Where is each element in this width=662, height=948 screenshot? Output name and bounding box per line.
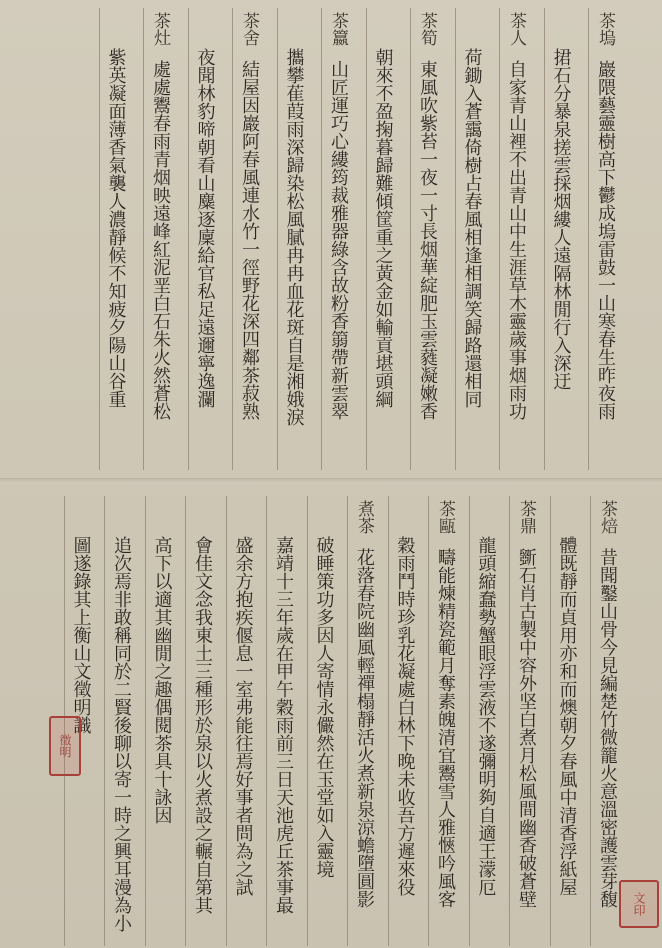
column-rule <box>143 8 144 470</box>
column-rule <box>347 496 348 946</box>
column-rule <box>588 8 589 470</box>
column-rule <box>145 496 146 946</box>
column-rule <box>104 496 105 946</box>
poem-title: 茶舍 <box>239 12 259 46</box>
calligraphy-column: 破睡策功多因人寄情永儼然在玉堂如入靈境 <box>313 536 335 878</box>
poem-title: 茶焙 <box>597 500 617 534</box>
column-rule <box>185 496 186 946</box>
poem-title: 煮茶 <box>354 500 374 534</box>
poem-title: 茶灶 <box>150 12 170 46</box>
calligraphy-column: 自家青山裡不出青山中生涯草木靈歲事烟雨功 <box>506 60 527 420</box>
calligraphy-column: 嘉靖十三年歲在甲午穀雨前三日天池虎丘茶事最 <box>273 536 294 914</box>
calligraphy-column: 處處鬻春雨青烟映遠峰紅泥垩白石朱火然蒼松 <box>150 60 171 420</box>
poem-title: 茶甌 <box>435 500 455 534</box>
calligraphy-column: 疇能煉精瓷範月奪素魄清宜鬻雪人雅愜吟風客 <box>435 548 456 908</box>
column-rule <box>469 496 470 946</box>
calligraphy-column: 高下以適其幽閒之趣偶閱茶具十詠因 <box>151 536 173 824</box>
calligraphy-column: 花落春院幽風輕禪榻靜活火煮新泉涼蟾墮圓影 <box>354 548 375 908</box>
column-rule <box>99 8 100 470</box>
calligraphy-column: 捃石分暴泉搓雲採烟縷人遠隔林閒行入深迂 <box>550 48 572 390</box>
calligraphy-column: 山匠運巧心縷筠裁雅器綠含故粉香篛帶新雲翠 <box>328 60 349 420</box>
column-rule <box>226 496 227 946</box>
calligraphy-column: 夜聞林豹啼朝看山麋逐廩給官私足遠邇寧逸瀾 <box>194 48 216 408</box>
calligraphy-column: 追次焉非敢稱同於二賢後聊以寄一時之興耳漫為小 <box>111 536 132 932</box>
poem-title: 茶人 <box>506 12 526 46</box>
column-rule <box>388 496 389 946</box>
column-rule <box>428 496 429 946</box>
calligraphy-column: 紫英凝面薄香氣襲人濃靜候不知疲夕陽山谷重 <box>105 48 127 408</box>
column-rule <box>277 8 278 470</box>
bottom-panel <box>0 484 662 948</box>
artist-seal-left: 徵明 <box>49 716 81 776</box>
column-rule <box>590 496 591 946</box>
calligraphy-column: 圖遂錄其上衡山文徵明識 <box>70 536 92 734</box>
column-rule <box>307 496 308 946</box>
calligraphy-column: 攜攀萑葭雨深歸染松風膩冉冉血花斑自是湘娥淚 <box>283 48 305 426</box>
calligraphy-column: 斵石肖古製中容外坚白煮月松風間幽香破蒼壁 <box>516 548 537 908</box>
calligraphy-column: 穀雨鬥時珍乳花凝處白林下晚未收吾方遲來役 <box>394 536 416 896</box>
poem-title: 茶筍 <box>417 12 437 46</box>
column-rule <box>366 8 367 470</box>
column-rule <box>509 496 510 946</box>
calligraphy-column: 會佳文念我東土三種形於泉以火煮設之輾自第其 <box>192 536 213 914</box>
column-rule <box>266 496 267 946</box>
calligraphy-column: 龍頭縮蠢勢蟹眼浮雲液不遂彌明夠自適王濛厄 <box>475 536 497 896</box>
column-rule <box>455 8 456 470</box>
column-rule <box>232 8 233 470</box>
calligraphy-column: 體既靜而貞用亦和而燠朝夕春風中清香浮紙屋 <box>556 536 578 896</box>
column-rule <box>550 496 551 946</box>
calligraphy-column: 巖隈藝靈樹高下鬱成塢雷鼓一山寒春生昨夜雨 <box>595 60 616 420</box>
poem-title: 茶塢 <box>595 12 615 46</box>
column-rule <box>188 8 189 470</box>
calligraphy-column: 昔聞鑿山骨今見編楚竹微籠火意溫密護雲芽馥 <box>597 548 618 908</box>
column-rule <box>321 8 322 470</box>
collector-seal-right: 文印 <box>619 880 659 928</box>
calligraphy-column: 結屋因巖阿春風連水竹一徑野花深四鄰茶菽熟 <box>239 60 260 420</box>
column-rule <box>410 8 411 470</box>
calligraphy-column: 荷鋤入蒼靄倚樹占春風相逢相調笑歸路還相同 <box>461 48 483 408</box>
calligraphy-column: 盛余方抱疾偃息一室弗能往焉好事者問為之試 <box>232 536 254 896</box>
column-rule <box>544 8 545 470</box>
poem-title: 茶鼎 <box>516 500 536 534</box>
poem-title: 茶籝 <box>328 12 348 46</box>
calligraphy-column: 東風吹紫苔一夜一寸長烟華綻肥玉雲蕤凝嫩香 <box>417 60 438 420</box>
column-rule <box>499 8 500 470</box>
calligraphy-column: 朝來不盈掬暮歸難傾筐重之黃金如輸貢堪頭綱 <box>372 48 394 408</box>
